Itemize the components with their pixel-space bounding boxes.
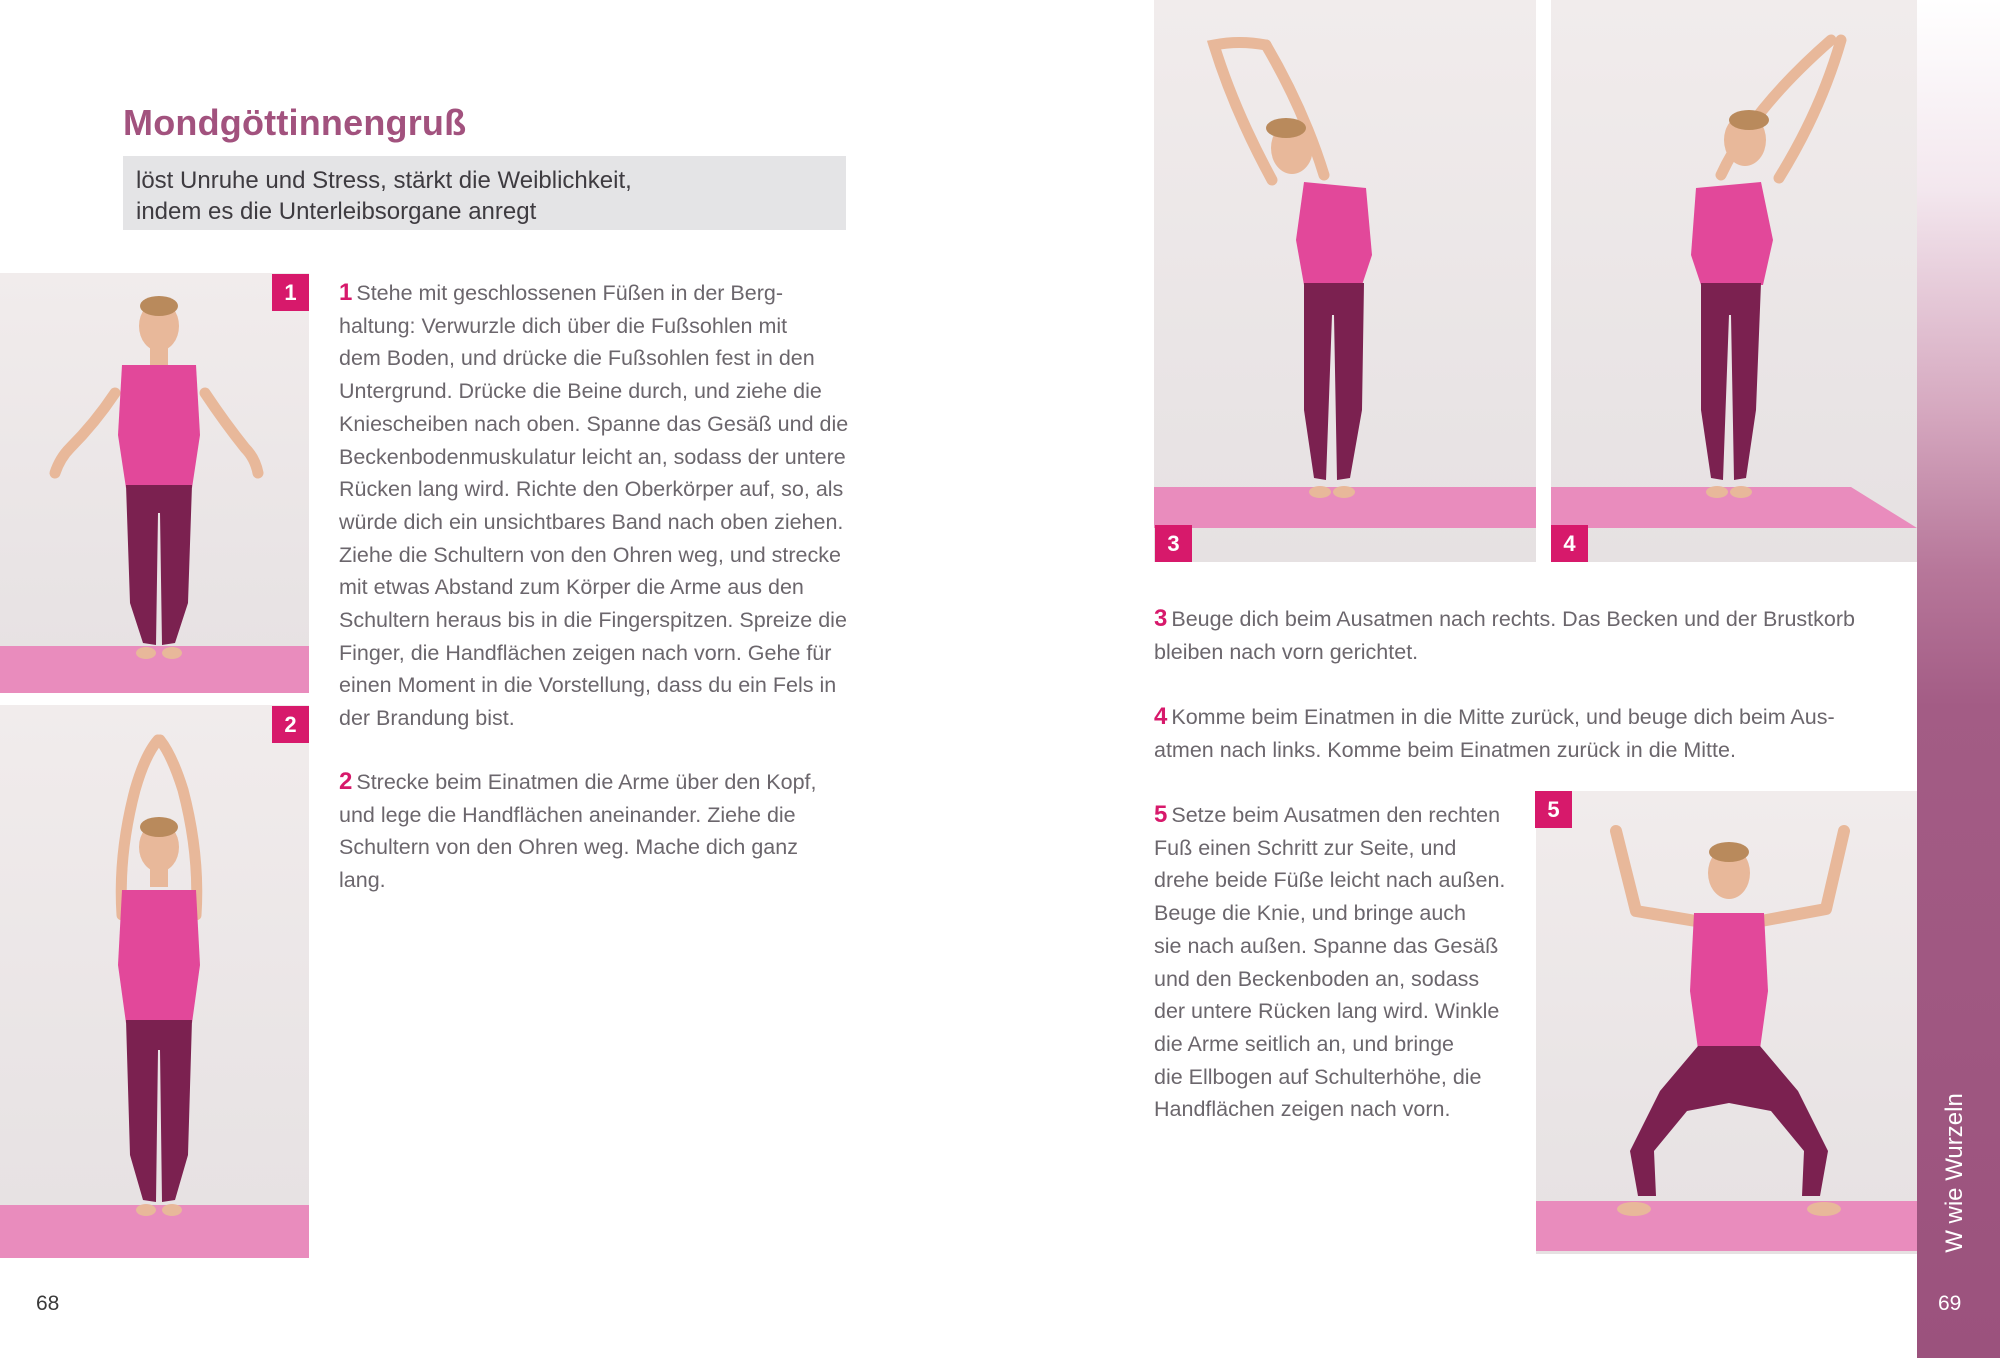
step-5-number: 5	[1154, 801, 1168, 828]
photo-badge-4: 4	[1551, 525, 1588, 562]
step-1-line: Ziehe die Schultern von den Ohren weg, und strecke	[339, 542, 841, 567]
photo-pose-5	[1536, 791, 1917, 1254]
photo-badge-2: 2	[272, 706, 309, 743]
step-1-line: Schultern heraus bis in die Fingerspitzen. Spreize die	[339, 608, 847, 633]
page-title: Mondgöttinnengruß	[123, 102, 467, 143]
step-4-line: atmen nach links. Komme beim Einatmen zurück in die Mitte.	[1154, 737, 1736, 762]
step-3-number: 3	[1154, 605, 1168, 632]
step-1-line: mit etwas Abstand zum Körper die Arme aus den	[339, 575, 804, 600]
photo-badge-1: 1	[272, 274, 309, 311]
photo-pose-1	[0, 273, 309, 693]
figure-goddess-pose-illustration	[1536, 791, 1917, 1254]
step-5-line: der untere Rücken lang wird. Winkle	[1154, 999, 1500, 1024]
step-1-line: Rücken lang wird. Richte den Oberkörper auf, so, als	[339, 477, 844, 502]
step-1-text	[339, 277, 859, 735]
subtitle-box	[123, 156, 846, 230]
chapter-label-vertical	[1920, 1085, 1990, 1260]
step-5-line: die Ellbogen auf Schulterhöhe, die	[1154, 1064, 1482, 1089]
step-5-line: drehe beide Füße leicht nach außen.	[1154, 868, 1506, 893]
page-number-right: 69	[1938, 1292, 1962, 1315]
figure-side-bend-left-illustration	[1551, 0, 1917, 562]
step-4-line: 4 Komme beim Einatmen in die Mitte zurück, und beuge dich beim Aus-	[1154, 703, 1835, 730]
photo-pose-4	[1551, 0, 1917, 562]
step-2-number: 2	[339, 768, 353, 795]
right-page	[1000, 0, 2000, 1358]
step-2-line: Schultern von den Ohren weg. Mache dich ganz	[339, 835, 798, 860]
step-4-text	[1154, 701, 1914, 766]
photo-badge-5: 5	[1535, 791, 1572, 828]
step-3-line: 3 Beuge dich beim Ausatmen nach rechts. Das Becken und der Brustkorb	[1154, 605, 1855, 632]
step-4-number: 4	[1154, 703, 1168, 730]
step-1-number: 1	[339, 279, 353, 306]
figure-side-bend-right-illustration	[1154, 0, 1536, 562]
page-number-left: 68	[36, 1292, 60, 1315]
step-1-line: Finger, die Handflächen zeigen nach vorn. Gehe für	[339, 640, 832, 665]
step-1-line: Untergrund. Drücke die Beine durch, und ziehe die	[339, 379, 822, 404]
step-3-line: bleiben nach vorn gerichtet.	[1154, 639, 1419, 664]
figure-mountain-pose-illustration	[0, 273, 309, 693]
step-5-line: sie nach außen. Spanne das Gesäß	[1154, 933, 1499, 958]
figure-arms-overhead-illustration	[0, 705, 309, 1258]
step-1-line: Kniescheiben nach oben. Spanne das Gesäß und die	[339, 411, 849, 436]
photo-badge-3: 3	[1155, 525, 1192, 562]
step-1-line: Beckenbodenmuskulatur leicht an, sodass der untere	[339, 444, 846, 469]
step-2-text	[339, 766, 859, 897]
step-1-line: 1 Stehe mit geschlossenen Füßen in der Berg-	[339, 279, 783, 306]
subtitle-line: löst Unruhe und Stress, stärkt die Weiblichkeit,	[136, 167, 632, 194]
step-1-line: haltung: Verwurzle dich über die Fußsohlen mit	[339, 313, 788, 338]
step-2-line: und lege die Handflächen aneinander. Ziehe die	[339, 802, 796, 827]
photo-pose-3	[1154, 0, 1536, 562]
step-2-line: lang.	[339, 868, 386, 893]
step-1-line: dem Boden, und drücke die Fußsohlen fest in den	[339, 346, 815, 371]
step-5-line: und den Beckenboden an, sodass	[1154, 966, 1480, 991]
subtitle-line: indem es die Unterleibsorgane anregt	[136, 198, 537, 225]
step-5-line: 5 Setze beim Ausatmen den rechten	[1154, 801, 1501, 828]
step-5-line: Fuß einen Schritt zur Seite, und	[1154, 835, 1457, 860]
photo-pose-2	[0, 705, 309, 1258]
step-2-line: 2 Strecke beim Einatmen die Arme über den Kopf,	[339, 768, 817, 795]
step-5-line: Handflächen zeigen nach vorn.	[1154, 1097, 1451, 1122]
step-3-text	[1154, 603, 1914, 668]
step-5-text	[1154, 799, 1514, 1126]
chapter-label: W wie Wurzeln	[1941, 1092, 1968, 1253]
step-5-line: Beuge die Knie, und bringe auch	[1154, 901, 1466, 926]
step-1-line: einen Moment in die Vorstellung, dass du ein Fels in	[339, 673, 837, 698]
step-1-line: der Brandung bist.	[339, 706, 515, 731]
step-5-line: die Arme seitlich an, und bringe	[1154, 1031, 1454, 1056]
step-1-line: würde dich ein unsichtbares Band nach oben ziehen.	[339, 509, 844, 534]
